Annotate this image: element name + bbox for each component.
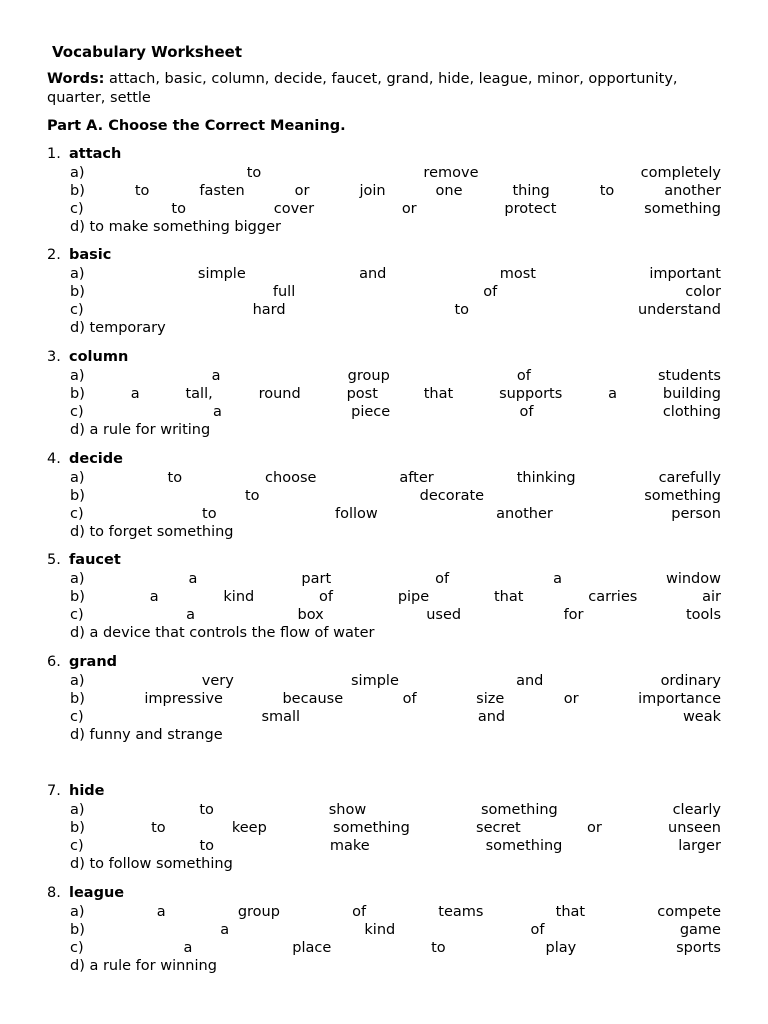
- answer-option: [70, 819, 721, 837]
- question-word: decide: [69, 451, 123, 467]
- option-word: c): [70, 709, 84, 726]
- option-word: that: [494, 588, 524, 605]
- option-word: ordinary: [660, 672, 721, 689]
- option-word: game: [679, 921, 721, 938]
- option-word: to: [244, 487, 260, 504]
- option-word: secret: [476, 819, 521, 836]
- option-word: to: [431, 940, 446, 957]
- option-word: follow: [334, 506, 378, 523]
- option-word: tall,: [185, 385, 213, 402]
- option-word: c): [70, 607, 84, 624]
- option-word: a: [188, 570, 198, 587]
- question: [47, 450, 721, 542]
- option-word: and: [516, 672, 544, 689]
- option-word: simple: [351, 672, 399, 689]
- option-word: used: [426, 607, 462, 624]
- option-word: to: [199, 838, 215, 855]
- option-word: teams: [438, 903, 484, 920]
- option-word: one: [435, 182, 463, 199]
- question: [47, 551, 721, 643]
- option-word: thing: [512, 182, 550, 199]
- option-word: hard: [252, 302, 286, 319]
- option-word: a): [70, 164, 85, 181]
- option-word: round: [258, 385, 301, 402]
- option-word: understand: [637, 302, 721, 319]
- option-word: a: [156, 903, 166, 920]
- words-list-text: attach, basic, column, decide, faucet, grand, hide, league, minor, opportunity, quarter, settle: [47, 71, 678, 106]
- question: [47, 653, 721, 745]
- option-word: that: [423, 385, 454, 402]
- option-word: to: [454, 302, 470, 319]
- option-word: a: [211, 367, 221, 384]
- question-word: column: [69, 349, 129, 365]
- answer-option: d) a rule for writing: [70, 422, 211, 439]
- option-word: very: [201, 672, 234, 689]
- option-word: group: [237, 903, 280, 920]
- question-number: 4.: [47, 451, 61, 467]
- option-word: and: [477, 709, 506, 726]
- option-word: of: [352, 903, 367, 920]
- option-word: of: [530, 921, 545, 938]
- option-word: group: [347, 367, 390, 384]
- option-word: a: [553, 570, 562, 587]
- option-word: of: [402, 690, 417, 707]
- question-number: 7.: [47, 783, 61, 799]
- option-word: a): [70, 903, 85, 920]
- option-word: something: [480, 801, 558, 818]
- option-word: to: [167, 469, 183, 486]
- answer-option: d) funny and strange: [70, 727, 223, 744]
- question-header: [47, 653, 721, 672]
- word-list: [47, 70, 727, 108]
- option-word: to: [151, 819, 166, 836]
- question-word: faucet: [69, 552, 121, 568]
- option-word: a: [130, 385, 140, 402]
- answer-option: [70, 939, 721, 957]
- answer-option: [70, 487, 721, 505]
- option-word: something: [333, 819, 410, 836]
- question: [47, 884, 721, 976]
- option-word: supports: [499, 385, 563, 402]
- question: [47, 782, 721, 874]
- question-number: 2.: [47, 247, 61, 263]
- option-word: b): [70, 182, 85, 199]
- part-a-heading: Part A. Choose the Correct Meaning.: [47, 118, 346, 134]
- option-word: importance: [638, 690, 721, 707]
- question-number: 6.: [47, 654, 61, 670]
- option-word: air: [702, 588, 721, 605]
- answer-option: [70, 403, 721, 421]
- answer-option: d) temporary: [70, 320, 166, 337]
- option-word: to: [134, 182, 150, 199]
- option-word: full: [272, 283, 296, 300]
- option-word: size: [476, 690, 505, 707]
- option-word: b): [70, 588, 85, 605]
- option-word: of: [519, 404, 534, 421]
- option-word: keep: [231, 819, 267, 836]
- option-word: clothing: [662, 404, 721, 421]
- answer-option: [70, 690, 721, 708]
- option-word: fasten: [199, 182, 245, 199]
- option-word: a): [70, 570, 85, 587]
- option-word: something: [485, 838, 563, 855]
- answer-option: [70, 708, 721, 726]
- option-word: small: [261, 709, 301, 726]
- option-word: larger: [678, 838, 721, 855]
- option-word: to: [199, 801, 214, 818]
- question-word: hide: [69, 783, 105, 799]
- option-word: impressive: [144, 690, 223, 707]
- answer-option: [70, 283, 721, 301]
- option-word: most: [499, 265, 536, 282]
- answer-option: [70, 606, 721, 624]
- question-header: [47, 782, 721, 801]
- question-header: [47, 551, 721, 570]
- option-word: a: [149, 588, 159, 605]
- option-word: a): [70, 265, 85, 282]
- option-word: of: [435, 570, 450, 587]
- option-word: pipe: [397, 588, 430, 605]
- option-word: of: [483, 283, 498, 300]
- answer-option: [70, 801, 721, 819]
- answer-option: [70, 164, 721, 182]
- answer-option: d) to make something bigger: [70, 219, 281, 236]
- option-word: after: [399, 469, 434, 486]
- option-word: simple: [197, 265, 246, 282]
- option-word: decorate: [419, 487, 485, 504]
- option-word: b): [70, 819, 85, 836]
- question-header: [47, 246, 721, 265]
- question-number: 8.: [47, 885, 61, 901]
- option-word: show: [328, 801, 367, 818]
- answer-option: d) to follow something: [70, 856, 233, 873]
- option-word: that: [555, 903, 586, 920]
- option-word: person: [671, 506, 721, 523]
- option-word: c): [70, 838, 84, 855]
- question-word: grand: [69, 654, 118, 670]
- option-word: a: [220, 921, 230, 938]
- question-word: attach: [69, 146, 122, 162]
- option-word: weak: [682, 709, 721, 726]
- option-word: completely: [640, 164, 721, 181]
- option-word: a: [212, 404, 222, 421]
- answer-option: [70, 903, 721, 921]
- option-word: a: [608, 385, 618, 402]
- option-word: because: [282, 690, 344, 707]
- answer-option: d) a rule for winning: [70, 958, 217, 975]
- words-label: Words:: [47, 71, 105, 87]
- option-word: kind: [223, 588, 255, 605]
- option-word: or: [401, 201, 417, 218]
- answer-option: [70, 385, 721, 403]
- answer-option: [70, 505, 721, 523]
- answer-option: [70, 301, 721, 319]
- option-word: something: [644, 487, 721, 504]
- option-word: compete: [657, 903, 721, 920]
- option-word: for: [563, 607, 584, 624]
- question-header: [47, 450, 721, 469]
- option-word: a): [70, 367, 85, 384]
- page-title: Vocabulary Worksheet: [52, 43, 242, 61]
- answer-option: [70, 265, 721, 283]
- option-word: of: [516, 367, 531, 384]
- option-word: join: [359, 182, 386, 199]
- option-word: b): [70, 385, 85, 402]
- option-word: post: [346, 385, 378, 402]
- option-word: place: [292, 940, 332, 957]
- answer-option: [70, 672, 721, 690]
- answer-option: [70, 469, 721, 487]
- option-word: make: [329, 838, 370, 855]
- option-word: another: [496, 506, 553, 523]
- option-word: piece: [351, 404, 391, 421]
- option-word: unseen: [668, 819, 721, 836]
- answer-option: [70, 200, 721, 218]
- question-header: [47, 145, 721, 164]
- option-word: protect: [504, 201, 557, 218]
- question-header: [47, 884, 721, 903]
- option-word: clearly: [672, 801, 721, 818]
- option-word: b): [70, 283, 85, 300]
- option-word: or: [563, 690, 579, 707]
- answer-option: d) to forget something: [70, 524, 234, 541]
- option-word: c): [70, 940, 84, 957]
- answer-option: [70, 837, 721, 855]
- answer-option: d) a device that controls the flow of water: [70, 625, 375, 642]
- option-word: students: [657, 367, 721, 384]
- option-word: kind: [364, 921, 396, 938]
- question-number: 5.: [47, 552, 61, 568]
- option-word: b): [70, 690, 85, 707]
- option-word: window: [665, 570, 721, 587]
- option-word: c): [70, 506, 84, 523]
- option-word: a: [183, 940, 193, 957]
- option-word: sports: [676, 940, 721, 957]
- option-word: c): [70, 302, 84, 319]
- option-word: tools: [685, 607, 721, 624]
- option-word: b): [70, 487, 85, 504]
- option-word: carries: [588, 588, 638, 605]
- option-word: choose: [265, 469, 317, 486]
- answer-option: [70, 367, 721, 385]
- option-word: or: [294, 182, 310, 199]
- question-word: basic: [69, 247, 112, 263]
- option-word: to: [246, 164, 262, 181]
- option-word: play: [545, 940, 577, 957]
- question-word: league: [69, 885, 125, 901]
- option-word: a): [70, 801, 85, 818]
- question-number: 1.: [47, 146, 61, 162]
- option-word: remove: [423, 164, 479, 181]
- option-word: c): [70, 201, 84, 218]
- option-word: or: [586, 819, 602, 836]
- option-word: a): [70, 469, 85, 486]
- option-word: and: [359, 265, 387, 282]
- option-word: to: [599, 182, 615, 199]
- answer-option: [70, 570, 721, 588]
- answer-option: [70, 588, 721, 606]
- option-word: of: [319, 588, 334, 605]
- option-word: to: [171, 201, 186, 218]
- answer-option: [70, 921, 721, 939]
- option-word: box: [297, 607, 324, 624]
- option-word: a: [186, 607, 196, 624]
- option-word: b): [70, 921, 85, 938]
- option-word: carefully: [658, 469, 721, 486]
- option-word: part: [301, 570, 332, 587]
- option-word: cover: [273, 201, 315, 218]
- option-word: color: [685, 283, 721, 300]
- question-number: 3.: [47, 349, 61, 365]
- option-word: thinking: [516, 469, 576, 486]
- question: [47, 145, 721, 237]
- question-header: [47, 348, 721, 367]
- question: [47, 246, 721, 338]
- option-word: another: [664, 182, 721, 199]
- option-word: important: [649, 265, 721, 282]
- question: [47, 348, 721, 440]
- option-word: building: [662, 385, 721, 402]
- option-word: c): [70, 404, 84, 421]
- option-word: something: [644, 201, 721, 218]
- option-word: a): [70, 672, 85, 689]
- answer-option: [70, 182, 721, 200]
- option-word: to: [202, 506, 217, 523]
